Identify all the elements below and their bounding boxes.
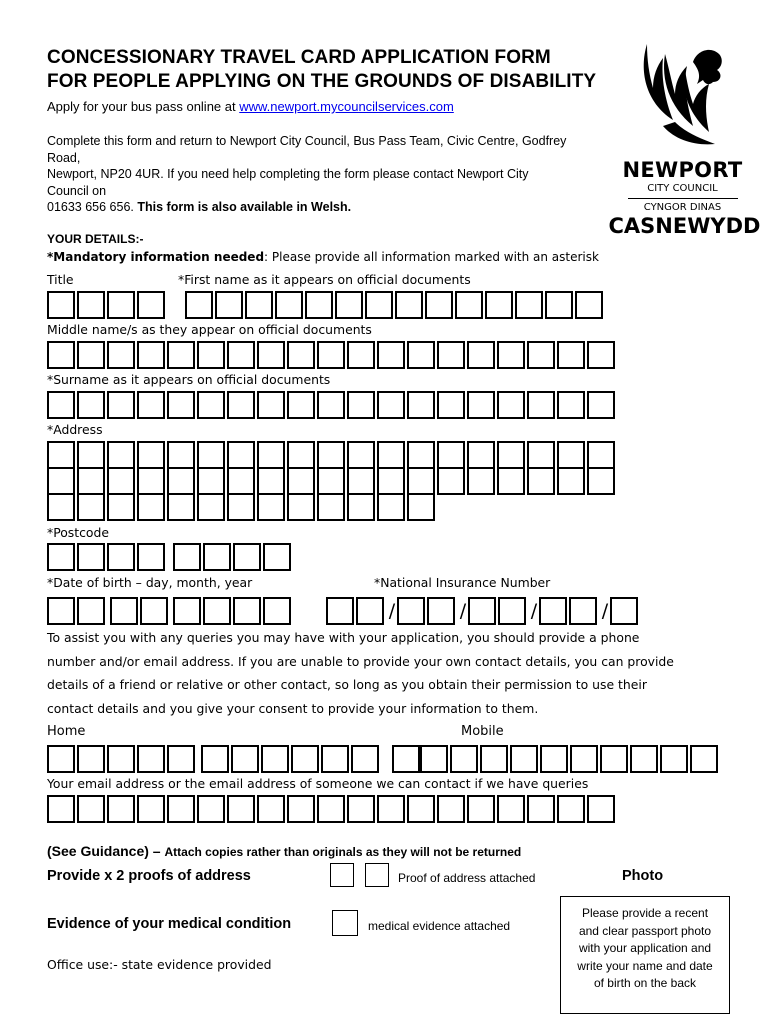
middle-name-char-box[interactable] xyxy=(227,341,255,369)
postcode-char-box[interactable] xyxy=(47,543,75,571)
intro-line2: Road, xyxy=(47,150,81,165)
middle-name-char-box[interactable] xyxy=(107,341,135,369)
home-phone-char-box[interactable] xyxy=(77,745,105,773)
surname-char-box[interactable] xyxy=(47,391,75,419)
guidance-rest: Attach copies rather than originals as they will not be returned xyxy=(164,845,522,859)
dob-label: *Date of birth – day, month, year xyxy=(47,575,253,590)
surname-char-box[interactable] xyxy=(227,391,255,419)
surname-char-box[interactable] xyxy=(467,391,495,419)
contact-paragraph xyxy=(47,626,737,720)
address-char-box[interactable] xyxy=(347,493,375,521)
first-name-char-box[interactable] xyxy=(455,291,483,319)
surname-char-box[interactable] xyxy=(497,391,525,419)
middle-name-char-box[interactable] xyxy=(587,341,615,369)
home-phone-char-box[interactable] xyxy=(351,745,379,773)
postcode-char-box[interactable] xyxy=(77,543,105,571)
surname-char-box[interactable] xyxy=(77,391,105,419)
guidance-line xyxy=(47,843,521,861)
address-boxes-row1[interactable] xyxy=(47,441,615,469)
middle-name-char-box[interactable] xyxy=(77,341,105,369)
first-name-char-box[interactable] xyxy=(275,291,303,319)
email-char-box[interactable] xyxy=(197,795,225,823)
address-char-box[interactable] xyxy=(407,467,435,495)
logo-divider xyxy=(628,198,738,199)
address-char-box[interactable] xyxy=(227,467,255,495)
title-char-box[interactable] xyxy=(47,291,75,319)
address-char-box[interactable] xyxy=(257,441,285,469)
mandatory-note xyxy=(47,250,599,264)
address-char-box[interactable] xyxy=(317,441,345,469)
mobile-phone-char-box[interactable] xyxy=(630,745,658,773)
email-char-box[interactable] xyxy=(257,795,285,823)
address-char-box[interactable] xyxy=(467,441,495,469)
first-name-char-box[interactable] xyxy=(395,291,423,319)
address-char-box[interactable] xyxy=(227,493,255,521)
first-name-boxes[interactable] xyxy=(185,291,603,319)
first-name-char-box[interactable] xyxy=(245,291,273,319)
address-boxes-row2[interactable] xyxy=(47,467,615,495)
address-char-box[interactable] xyxy=(77,493,105,521)
email-char-box[interactable] xyxy=(47,795,75,823)
home-phone-label: Home xyxy=(47,724,86,739)
surname-char-box[interactable] xyxy=(317,391,345,419)
email-char-box[interactable] xyxy=(347,795,375,823)
logo-welsh-line1: CYNGOR DINAS xyxy=(643,202,722,213)
mobile-phone-char-box[interactable] xyxy=(570,745,598,773)
intro-phone: 01633 656 656. xyxy=(47,200,138,214)
dob-char-box[interactable] xyxy=(77,597,105,625)
surname-label: *Surname as it appears on official documents xyxy=(47,372,331,387)
address-char-box[interactable] xyxy=(47,493,75,521)
first-name-char-box[interactable] xyxy=(575,291,603,319)
ni-separator: / xyxy=(601,600,609,622)
dob-month-boxes[interactable] xyxy=(110,597,168,625)
middle-name-char-box[interactable] xyxy=(347,341,375,369)
address-char-box[interactable] xyxy=(587,441,615,469)
middle-name-char-box[interactable] xyxy=(47,341,75,369)
ni-label: *National Insurance Number xyxy=(374,575,551,590)
first-name-char-box[interactable] xyxy=(545,291,573,319)
middle-name-char-box[interactable] xyxy=(257,341,285,369)
email-char-box[interactable] xyxy=(587,795,615,823)
email-char-box[interactable] xyxy=(557,795,585,823)
email-char-box[interactable] xyxy=(137,795,165,823)
medical-evidence-label: Evidence of your medical condition xyxy=(47,916,292,932)
dob-char-box[interactable] xyxy=(173,597,201,625)
title-char-box[interactable] xyxy=(107,291,135,319)
first-name-char-box[interactable] xyxy=(425,291,453,319)
logo-welsh-line2: CASNEWYDD xyxy=(608,214,761,238)
ni-char-box[interactable] xyxy=(427,597,455,625)
postcode-char-box[interactable] xyxy=(233,543,261,571)
first-name-char-box[interactable] xyxy=(485,291,513,319)
middle-name-char-box[interactable] xyxy=(467,341,495,369)
form-title-line2: FOR PEOPLE APPLYING ON THE GROUNDS OF DISABILITY xyxy=(47,71,597,92)
dob-char-box[interactable] xyxy=(233,597,261,625)
address-char-box[interactable] xyxy=(527,441,555,469)
address-char-box[interactable] xyxy=(557,467,585,495)
address-char-box[interactable] xyxy=(77,441,105,469)
address-char-box[interactable] xyxy=(317,493,345,521)
postcode-char-box[interactable] xyxy=(263,543,291,571)
apply-online-prefix: Apply for your bus pass online at xyxy=(47,99,240,114)
mobile-phone-char-box[interactable] xyxy=(510,745,538,773)
mobile-phone-char-box[interactable] xyxy=(690,745,718,773)
surname-char-box[interactable] xyxy=(167,391,195,419)
address-char-box[interactable] xyxy=(77,467,105,495)
home-phone-char-box[interactable] xyxy=(291,745,319,773)
ni-char-box[interactable] xyxy=(397,597,425,625)
mobile-phone-char-box[interactable] xyxy=(480,745,508,773)
address-boxes-row3[interactable] xyxy=(47,493,435,521)
form-title xyxy=(47,46,607,94)
middle-name-char-box[interactable] xyxy=(167,341,195,369)
address-char-box[interactable] xyxy=(377,441,405,469)
email-char-box[interactable] xyxy=(407,795,435,823)
home-phone-char-box[interactable] xyxy=(321,745,349,773)
intro-line3: Newport, NP20 4UR. If you need help completing the form please contact Newport City xyxy=(47,167,529,181)
mandatory-note-rest: : Please provide all information marked with an asterisk xyxy=(264,250,599,264)
postcode-char-box[interactable] xyxy=(173,543,201,571)
address-char-box[interactable] xyxy=(377,467,405,495)
address-char-box[interactable] xyxy=(167,441,195,469)
ni-separator: / xyxy=(530,600,538,622)
postcode-char-box[interactable] xyxy=(203,543,231,571)
address-char-box[interactable] xyxy=(257,467,285,495)
address-char-box[interactable] xyxy=(167,467,195,495)
email-char-box[interactable] xyxy=(227,795,255,823)
address-char-box[interactable] xyxy=(137,441,165,469)
middle-name-char-box[interactable] xyxy=(437,341,465,369)
middle-name-label: Middle name/s as they appear on official documents xyxy=(47,322,372,337)
email-char-box[interactable] xyxy=(167,795,195,823)
medical-evidence-checkbox[interactable] xyxy=(332,910,358,936)
address-char-box[interactable] xyxy=(197,441,225,469)
ni-char-box[interactable] xyxy=(498,597,526,625)
address-char-box[interactable] xyxy=(47,441,75,469)
postcode-boxes-part2[interactable] xyxy=(173,543,291,571)
photo-instructions-box xyxy=(560,896,730,1014)
surname-char-box[interactable] xyxy=(557,391,585,419)
home-phone-boxes-part2[interactable] xyxy=(201,745,379,773)
surname-boxes[interactable] xyxy=(47,391,615,419)
dob-char-box[interactable] xyxy=(263,597,291,625)
proofs-of-address-label: Provide x 2 proofs of address xyxy=(47,868,251,884)
address-char-box[interactable] xyxy=(317,467,345,495)
address-char-box[interactable] xyxy=(407,493,435,521)
email-char-box[interactable] xyxy=(467,795,495,823)
address-char-box[interactable] xyxy=(437,467,465,495)
email-char-box[interactable] xyxy=(107,795,135,823)
ni-char-box[interactable] xyxy=(468,597,496,625)
ni-char-box[interactable] xyxy=(610,597,638,625)
mobile-phone-char-box[interactable] xyxy=(392,745,420,773)
surname-char-box[interactable] xyxy=(587,391,615,419)
email-char-box[interactable] xyxy=(317,795,345,823)
surname-char-box[interactable] xyxy=(257,391,285,419)
home-phone-boxes-part1[interactable] xyxy=(47,745,195,773)
proof-attached-label: Proof of address attached xyxy=(398,871,536,885)
email-char-box[interactable] xyxy=(377,795,405,823)
address-char-box[interactable] xyxy=(287,441,315,469)
office-use-label: Office use:- state evidence provided xyxy=(47,957,272,972)
home-phone-char-box[interactable] xyxy=(167,745,195,773)
mobile-phone-char-box[interactable] xyxy=(540,745,568,773)
middle-name-boxes[interactable] xyxy=(47,341,615,369)
address-char-box[interactable] xyxy=(137,467,165,495)
email-char-box[interactable] xyxy=(437,795,465,823)
middle-name-char-box[interactable] xyxy=(287,341,315,369)
home-phone-char-box[interactable] xyxy=(201,745,229,773)
council-logo xyxy=(600,40,765,240)
address-char-box[interactable] xyxy=(527,467,555,495)
title-char-box[interactable] xyxy=(137,291,165,319)
first-name-char-box[interactable] xyxy=(335,291,363,319)
apply-online-link[interactable]: www.newport.mycouncilservices.com xyxy=(239,99,454,114)
medical-attached-label: medical evidence attached xyxy=(368,919,511,933)
ni-number-boxes[interactable] xyxy=(326,597,638,625)
address-char-box[interactable] xyxy=(287,467,315,495)
middle-name-char-box[interactable] xyxy=(497,341,525,369)
middle-name-char-box[interactable] xyxy=(317,341,345,369)
mandatory-note-bold: *Mandatory information needed xyxy=(47,250,265,264)
dob-char-box[interactable] xyxy=(47,597,75,625)
surname-char-box[interactable] xyxy=(197,391,225,419)
surname-char-box[interactable] xyxy=(347,391,375,419)
first-name-char-box[interactable] xyxy=(185,291,213,319)
dob-char-box[interactable] xyxy=(140,597,168,625)
first-name-label: *First name as it appears on official documents xyxy=(178,272,471,287)
logo-name-line1: NEWPORT xyxy=(622,158,743,182)
home-phone-char-box[interactable] xyxy=(231,745,259,773)
mobile-phone-label: Mobile xyxy=(461,724,504,739)
middle-name-char-box[interactable] xyxy=(527,341,555,369)
first-name-char-box[interactable] xyxy=(365,291,393,319)
address-char-box[interactable] xyxy=(347,441,375,469)
email-char-box[interactable] xyxy=(77,795,105,823)
address-char-box[interactable] xyxy=(47,467,75,495)
address-char-box[interactable] xyxy=(557,441,585,469)
middle-name-char-box[interactable] xyxy=(377,341,405,369)
postcode-label: *Postcode xyxy=(47,525,110,540)
dob-char-box[interactable] xyxy=(110,597,138,625)
intro-welsh-note: This form is also available in Welsh. xyxy=(137,200,352,214)
address-char-box[interactable] xyxy=(497,467,525,495)
address-char-box[interactable] xyxy=(197,467,225,495)
photo-heading: Photo xyxy=(622,868,664,884)
address-char-box[interactable] xyxy=(227,441,255,469)
mobile-phone-char-box[interactable] xyxy=(420,745,448,773)
dob-char-box[interactable] xyxy=(203,597,231,625)
first-name-char-box[interactable] xyxy=(515,291,543,319)
surname-char-box[interactable] xyxy=(287,391,315,419)
ni-char-box[interactable] xyxy=(326,597,354,625)
address-char-box[interactable] xyxy=(107,467,135,495)
email-boxes[interactable] xyxy=(47,795,615,823)
address-char-box[interactable] xyxy=(107,441,135,469)
surname-char-box[interactable] xyxy=(107,391,135,419)
contact-para-line3: details of a friend or relative or other contact, so long as you obtain their permission to use their xyxy=(47,677,647,692)
mobile-phone-char-box[interactable] xyxy=(660,745,688,773)
logo-name-line2: CITY COUNCIL xyxy=(647,183,718,194)
mobile-phone-char-box[interactable] xyxy=(600,745,628,773)
postcode-char-box[interactable] xyxy=(137,543,165,571)
postcode-boxes-part1[interactable] xyxy=(47,543,165,571)
ni-separator: / xyxy=(388,600,396,622)
email-char-box[interactable] xyxy=(497,795,525,823)
first-name-char-box[interactable] xyxy=(215,291,243,319)
mobile-phone-boxes-part2[interactable] xyxy=(420,745,718,773)
middle-name-char-box[interactable] xyxy=(407,341,435,369)
address-char-box[interactable] xyxy=(137,493,165,521)
photo-instructions-text: Please provide a recent and clear passport photo with your application and write your name and date of birth on the back xyxy=(577,906,713,990)
form-title-line1: CONCESSIONARY TRAVEL CARD APPLICATION FORM xyxy=(47,47,551,68)
home-phone-char-box[interactable] xyxy=(261,745,289,773)
mobile-phone-char-box[interactable] xyxy=(450,745,478,773)
surname-char-box[interactable] xyxy=(437,391,465,419)
postcode-char-box[interactable] xyxy=(107,543,135,571)
address-char-box[interactable] xyxy=(107,493,135,521)
surname-char-box[interactable] xyxy=(377,391,405,419)
address-char-box[interactable] xyxy=(587,467,615,495)
middle-name-char-box[interactable] xyxy=(557,341,585,369)
intro-line1: Complete this form and return to Newport City Council, Bus Pass Team, Civic Centre, Godfrey xyxy=(47,134,567,148)
proof-of-address-checkbox-1[interactable] xyxy=(330,863,354,887)
middle-name-char-box[interactable] xyxy=(137,341,165,369)
address-char-box[interactable] xyxy=(347,467,375,495)
your-details-heading: YOUR DETAILS:- xyxy=(47,232,144,246)
intro-text xyxy=(47,133,607,216)
contact-para-line1: To assist you with any queries you may have with your application, you should provide a phone xyxy=(47,630,640,645)
mobile-phone-boxes-part1[interactable] xyxy=(392,745,420,773)
first-name-char-box[interactable] xyxy=(305,291,333,319)
contact-para-line4: contact details and you give your consent to provide your information to them. xyxy=(47,700,539,716)
email-label: Your email address or the email address of someone we can contact if we have queries xyxy=(47,776,589,791)
ni-char-box[interactable] xyxy=(539,597,567,625)
address-char-box[interactable] xyxy=(167,493,195,521)
intro-line4: Council on xyxy=(47,183,107,198)
apply-online-line xyxy=(47,99,454,116)
email-char-box[interactable] xyxy=(527,795,555,823)
address-char-box[interactable] xyxy=(377,493,405,521)
dob-day-boxes[interactable] xyxy=(47,597,105,625)
email-char-box[interactable] xyxy=(287,795,315,823)
home-phone-char-box[interactable] xyxy=(107,745,135,773)
contact-para-line2: number and/or email address. If you are unable to provide your own contact details, you can provide xyxy=(47,653,674,669)
surname-char-box[interactable] xyxy=(527,391,555,419)
ni-char-box[interactable] xyxy=(356,597,384,625)
guidance-bold: (See Guidance) – xyxy=(47,843,165,859)
address-char-box[interactable] xyxy=(197,493,225,521)
dragon-logo-icon xyxy=(635,40,725,152)
address-label: *Address xyxy=(47,422,103,437)
title-char-box[interactable] xyxy=(77,291,105,319)
address-char-box[interactable] xyxy=(257,493,285,521)
ni-char-box[interactable] xyxy=(569,597,597,625)
surname-char-box[interactable] xyxy=(137,391,165,419)
address-char-box[interactable] xyxy=(497,441,525,469)
proof-of-address-checkbox-2[interactable] xyxy=(365,863,389,887)
title-boxes[interactable] xyxy=(47,291,165,319)
home-phone-char-box[interactable] xyxy=(47,745,75,773)
surname-char-box[interactable] xyxy=(407,391,435,419)
home-phone-char-box[interactable] xyxy=(137,745,165,773)
title-label: Title xyxy=(47,272,74,287)
address-char-box[interactable] xyxy=(407,441,435,469)
address-char-box[interactable] xyxy=(467,467,495,495)
address-char-box[interactable] xyxy=(437,441,465,469)
ni-separator: / xyxy=(459,600,467,622)
address-char-box[interactable] xyxy=(287,493,315,521)
dob-year-boxes[interactable] xyxy=(173,597,291,625)
middle-name-char-box[interactable] xyxy=(197,341,225,369)
